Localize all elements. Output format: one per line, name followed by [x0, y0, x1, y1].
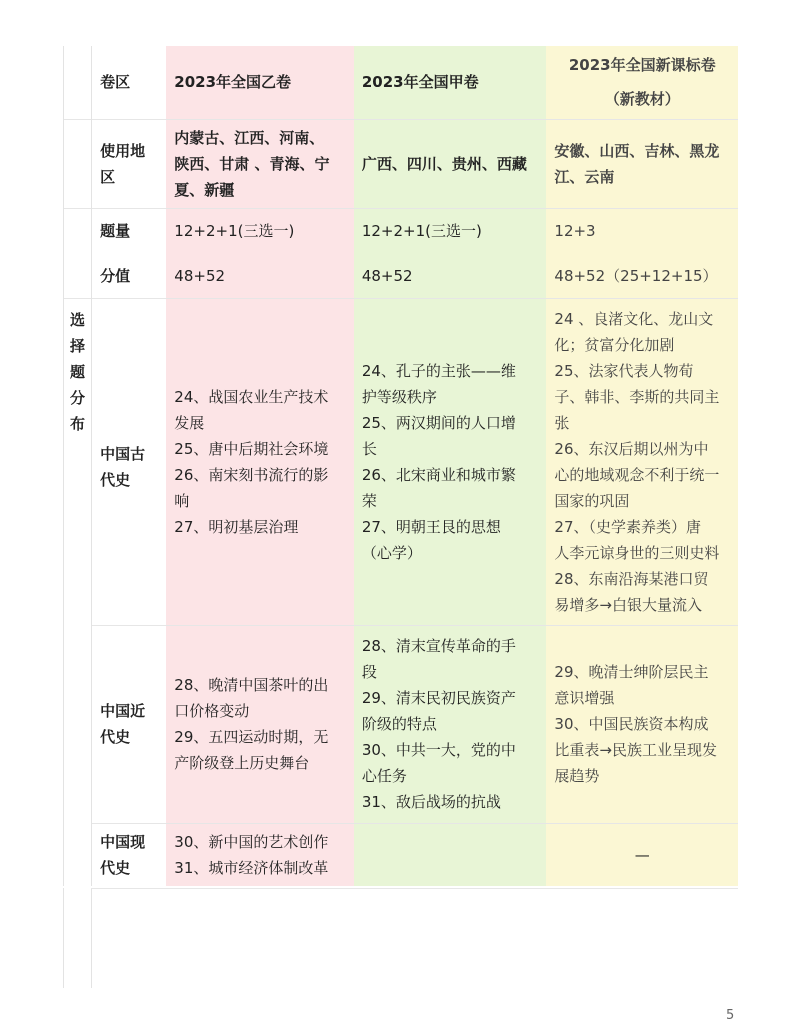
ancient-yi-line: 25、唐中后期社会环境 [174, 439, 329, 458]
side-cell [64, 208, 92, 254]
modern-xin [546, 625, 738, 823]
usage-jia: 广西、四川、贵州、西藏 [354, 119, 547, 208]
contemporary-label [92, 823, 167, 886]
contemporary-yi [166, 823, 354, 886]
ancient-jia-line: 长 [361, 439, 377, 458]
exam-yi-header: 2023年全国乙卷 [166, 46, 354, 119]
modern-jia-line: 段 [361, 663, 377, 681]
modern-yi-line: 29、五四运动时期，无 [174, 728, 329, 746]
ancient-xin-line: 张 [554, 413, 570, 432]
modern-jia-line: 28、清末宣传革命的手 [361, 637, 516, 655]
modern-xin-line: 29、晚清士绅阶层民主 [554, 663, 709, 681]
side-char: 分 [70, 388, 86, 407]
ancient-yi-line: 发展 [174, 413, 205, 432]
count-jia: 12+2+1(三选一) [354, 208, 547, 254]
modern-xin-line: 比重表→民族工业呈现发 [554, 741, 717, 759]
contemporary-jia [354, 823, 547, 886]
modern-xin-line: 展趋势 [554, 767, 600, 785]
usage-yi-line: 夏、新疆 [174, 180, 235, 199]
ancient-yi-line: 24、战国农业生产技术 [174, 387, 329, 406]
ancient-xin-line: 子、韩非、李斯的共同主 [554, 387, 720, 406]
ancient-jia-line: 荣 [361, 491, 377, 510]
table-bottom-rule [91, 888, 738, 889]
ancient-xin-line: 25、法家代表人物荀 [554, 361, 694, 380]
usage-xin-line: 安徽、山西、吉林、黑龙 [554, 141, 720, 160]
usage-label-line1: 使用地 [100, 141, 146, 160]
side-char: 布 [70, 414, 86, 433]
modern-row [64, 625, 739, 823]
score-xin: 48+52（25+12+15） [546, 254, 738, 298]
ancient-label-line2: 代史 [100, 470, 131, 489]
ancient-yi-line: 响 [174, 491, 190, 510]
count-label: 题量 [92, 208, 167, 254]
header-row [64, 46, 739, 119]
modern-label-line1: 中国近 [100, 702, 146, 720]
exam-comparison-table [63, 46, 738, 886]
ancient-xin-line: 化；贫富分化加剧 [554, 335, 675, 354]
exam-xin-header [546, 46, 738, 119]
usage-label [92, 119, 167, 208]
count-row [64, 208, 739, 254]
ancient-row [64, 298, 739, 625]
contemporary-label-line1: 中国现 [100, 832, 146, 851]
ancient-label-line1: 中国古 [100, 444, 146, 463]
ancient-jia [354, 298, 547, 625]
exam-xin-header-line1: 2023年全国新课标卷 [568, 56, 716, 75]
count-yi: 12+2+1(三选一) [166, 208, 354, 254]
modern-yi-line: 28、晚清中国茶叶的出 [174, 676, 329, 694]
side-char: 择 [70, 336, 86, 355]
contemporary-row [64, 823, 739, 886]
ancient-xin-line: 心的地域观念不利于统一 [554, 465, 720, 484]
choice-distribution-label [64, 298, 92, 886]
ancient-jia-line: 25、两汉期间的人口增 [361, 413, 516, 432]
modern-label-line2: 代史 [100, 728, 131, 746]
modern-jia-line: 心任务 [361, 767, 407, 785]
ancient-xin-line: 27、（史学素养类）唐 [554, 517, 701, 536]
ancient-xin-line: 人李元谅身世的三则史料 [554, 543, 720, 562]
region-header: 卷区 [100, 73, 131, 92]
usage-label-line2: 区 [100, 167, 116, 186]
modern-jia-line: 31、敌后战场的抗战 [361, 793, 501, 811]
ancient-label [92, 298, 167, 625]
modern-jia-line: 阶级的特点 [361, 715, 437, 733]
ancient-jia-line: （心学） [361, 543, 422, 562]
ancient-jia-line: 26、北宋商业和城市繁 [361, 465, 516, 484]
score-label: 分值 [100, 266, 131, 285]
contemporary-label-line2: 代史 [100, 858, 131, 877]
modern-xin-line: 30、中国民族资本构成 [554, 715, 709, 733]
contemporary-yi-line: 30、新中国的艺术创作 [174, 832, 329, 851]
side-char: 题 [70, 362, 86, 381]
ancient-xin-line: 26、东汉后期以州为中 [554, 439, 709, 458]
score-jia: 48+52 [354, 254, 547, 298]
side-char: 选 [70, 310, 86, 329]
modern-yi [166, 625, 354, 823]
count-xin: 12+3 [546, 208, 738, 254]
side-cell [64, 46, 92, 119]
contemporary-xin: — [546, 823, 738, 886]
ancient-jia-line: 24、孔子的主张——维 [361, 361, 516, 380]
usage-xin-line: 江、云南 [554, 167, 615, 186]
ancient-xin-line: 24 、良渚文化、龙山文 [554, 309, 714, 328]
ancient-xin-line: 28、东南沿海某港口贸 [554, 569, 709, 588]
contemporary-yi-line: 31、城市经济体制改革 [174, 858, 329, 877]
usage-yi-line: 内蒙古、江西、河南、 [174, 128, 325, 147]
usage-yi [166, 119, 354, 208]
usage-row [64, 119, 739, 208]
modern-jia-line: 30、中共一大，党的中 [361, 741, 516, 759]
modern-jia-line: 29、清末民初民族资产 [361, 689, 516, 707]
modern-yi-line: 口价格变动 [174, 702, 250, 720]
ancient-xin-line: 国家的巩固 [554, 491, 630, 510]
ancient-yi-line: 26、南宋刻书流行的影 [174, 465, 329, 484]
ancient-jia-line: 护等级秩序 [361, 387, 437, 406]
side-column-continuation [63, 888, 92, 988]
ancient-yi-line: 27、明初基层治理 [174, 517, 299, 536]
ancient-jia-line: 27、明朝王艮的思想 [361, 517, 501, 536]
modern-xin-line: 意识增强 [554, 689, 615, 707]
score-yi: 48+52 [166, 254, 354, 298]
ancient-xin-line: 易增多→白银大量流入 [554, 595, 702, 614]
side-cell [64, 254, 92, 298]
modern-jia [354, 625, 547, 823]
exam-xin-header-line2: （新教材） [604, 90, 680, 109]
ancient-yi [166, 298, 354, 625]
side-cell [64, 119, 92, 208]
exam-jia-header: 2023年全国甲卷 [354, 46, 547, 119]
ancient-xin [546, 298, 738, 625]
page-number: 5 [726, 1008, 735, 1023]
usage-yi-line: 陕西、甘肃 、青海、宁 [174, 154, 330, 173]
modern-yi-line: 产阶级登上历史舞台 [174, 754, 310, 772]
score-row [64, 254, 739, 298]
usage-xin [546, 119, 738, 208]
modern-label [92, 625, 167, 823]
